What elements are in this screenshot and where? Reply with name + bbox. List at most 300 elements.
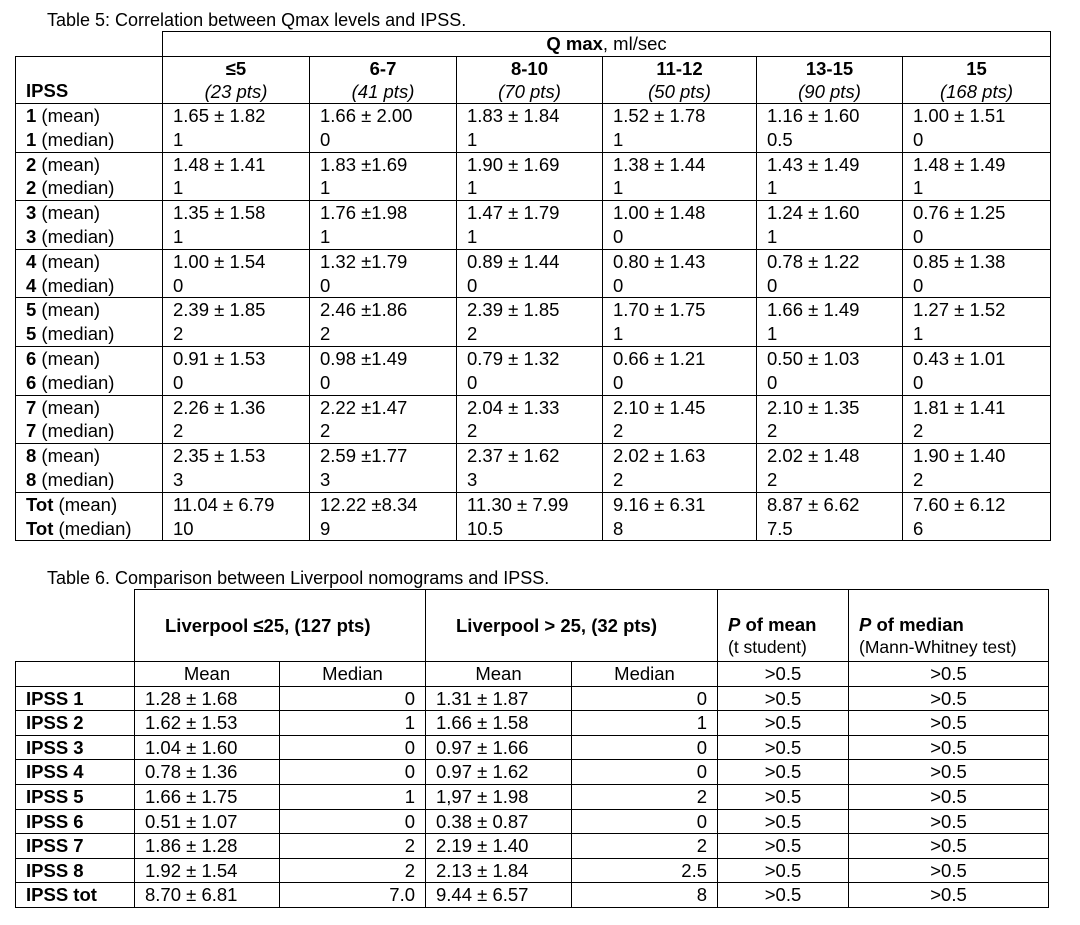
- table5-cell: [903, 152, 1051, 201]
- row-median-label: [26, 225, 162, 249]
- cell-median: 0: [320, 128, 331, 150]
- pmean-italic: P: [728, 614, 741, 635]
- table5-row-label: [16, 444, 163, 493]
- cell-mean: 11.30 ± 7.99: [467, 493, 569, 515]
- table6-median-2: 0: [572, 809, 718, 834]
- table5-cell: [903, 346, 1051, 395]
- table6-pmedian: >0.5: [849, 686, 1049, 711]
- cell-median: 2: [613, 420, 624, 442]
- table5-cell: [903, 201, 1051, 250]
- row-median-label: [26, 176, 162, 200]
- table6-row-label: IPSS 5: [16, 784, 135, 809]
- table5-cell: [903, 249, 1051, 298]
- cell-mean: 1.00 ± 1.51: [913, 105, 1006, 126]
- table6-row-label: IPSS 4: [16, 760, 135, 785]
- table6-median-1: 0: [280, 760, 426, 785]
- cell-mean: 1.16 ± 1.60: [767, 105, 860, 126]
- column-label: 11-12: [656, 58, 703, 79]
- table5-cell: [757, 152, 903, 201]
- cell-median: 2: [467, 323, 478, 345]
- table6-mean-1: 0.51 ± 1.07: [135, 809, 280, 834]
- cell-median: 2: [767, 468, 778, 490]
- table6-row-label: IPSS 3: [16, 735, 135, 760]
- row-mean-label: [26, 298, 162, 322]
- table5-cell: [310, 104, 457, 153]
- table6-pmean: >0.5: [718, 735, 849, 760]
- cell-median: 10.5: [467, 517, 504, 539]
- row-median-label: [26, 128, 162, 152]
- column-label: 8-10: [510, 58, 549, 79]
- row-mean-label: [26, 444, 162, 468]
- cell-median: 6: [913, 517, 924, 539]
- table6-median-1: 1: [280, 784, 426, 809]
- table5-cell: [603, 298, 757, 347]
- row-id: 8: [26, 445, 37, 467]
- table5-cell: [757, 104, 903, 153]
- table6-mean-2: 1,97 ± 1.98: [426, 784, 572, 809]
- cell-mean: 1.66 ± 1.49: [767, 299, 860, 321]
- table6-mean-2: 2.19 ± 1.40: [426, 834, 572, 859]
- table6-median-2: 2.5: [572, 858, 718, 883]
- row-median-suffix: (median): [53, 517, 132, 539]
- cell-median: 0: [173, 274, 184, 296]
- row-mean-label: [26, 493, 162, 517]
- table5-cell: [310, 395, 457, 444]
- row-median-suffix: (median): [36, 177, 115, 199]
- row-mean-label: [26, 396, 162, 420]
- cell-mean: 1.83 ± 1.84: [467, 105, 560, 126]
- cell-mean: 1.38 ± 1.44: [613, 153, 706, 175]
- cell-median: 2: [320, 323, 331, 345]
- row-median-suffix: (median): [36, 420, 115, 442]
- pmedian-italic: P: [859, 614, 872, 635]
- cell-mean: 0.50 ± 1.03: [767, 347, 860, 369]
- table5-cell: [457, 444, 603, 493]
- cell-median: 2: [320, 420, 331, 442]
- table6-median-1: 7.0: [280, 883, 426, 908]
- table6-sub-mean-2: Mean: [426, 662, 572, 687]
- row-mean-suffix: (mean): [36, 202, 101, 224]
- table5-cell: [457, 298, 603, 347]
- cell-mean: 0.66 ± 1.21: [613, 347, 706, 369]
- table5-row-label: [16, 249, 163, 298]
- cell-mean: 2.22 ±1.47: [320, 396, 408, 418]
- table5-cell: [757, 249, 903, 298]
- table6-row-label: IPSS tot: [16, 883, 135, 908]
- table5-column-header: [603, 57, 757, 104]
- cell-median: 1: [467, 128, 478, 150]
- table6-mean-1: 1.92 ± 1.54: [135, 858, 280, 883]
- table6-mean-2: 0.97 ± 1.62: [426, 760, 572, 785]
- cell-mean: 1.27 ± 1.52: [913, 299, 1006, 321]
- row-mean-suffix: (mean): [36, 445, 101, 467]
- cell-mean: 1.35 ± 1.58: [173, 202, 266, 224]
- table5-cell: [310, 249, 457, 298]
- table6: [15, 589, 1049, 908]
- table6-mean-1: 1.86 ± 1.28: [135, 834, 280, 859]
- row-mean-suffix: (mean): [36, 299, 101, 321]
- cell-mean: 1.00 ± 1.48: [613, 202, 706, 224]
- table6-mean-1: 1.28 ± 1.68: [135, 686, 280, 711]
- cell-mean: 1.76 ±1.98: [320, 202, 408, 224]
- table5-cell: [603, 444, 757, 493]
- table6-median-1: 2: [280, 834, 426, 859]
- table6-median-2: 0: [572, 735, 718, 760]
- cell-mean: 1.52 ± 1.78: [613, 105, 706, 126]
- table6-mean-2: 0.38 ± 0.87: [426, 809, 572, 834]
- column-label: 6-7: [369, 58, 397, 79]
- row-id: 5: [26, 323, 37, 345]
- column-count: (23 pts): [204, 81, 268, 102]
- column-count: (41 pts): [351, 81, 415, 102]
- cell-median: 1: [913, 323, 924, 345]
- table5: [15, 31, 1051, 541]
- row-mean-suffix: (mean): [53, 493, 118, 515]
- cell-mean: 1.47 ± 1.79: [467, 202, 560, 224]
- table5-cell: [757, 492, 903, 541]
- table5-group-header: [163, 32, 1051, 57]
- row-id: 4: [26, 250, 37, 272]
- table6-median-1: 2: [280, 858, 426, 883]
- cell-mean: 0.85 ± 1.38: [913, 250, 1006, 272]
- cell-mean: 1.00 ± 1.54: [173, 250, 266, 272]
- cell-mean: 0.43 ± 1.01: [913, 347, 1006, 369]
- cell-median: 0.5: [767, 128, 793, 150]
- cell-mean: 2.39 ± 1.85: [467, 299, 560, 321]
- table6-subheader-blank: [16, 662, 135, 687]
- row-id: 2: [26, 177, 37, 199]
- column-count: (50 pts): [648, 81, 711, 102]
- table5-cell: [603, 152, 757, 201]
- cell-mean: 1.70 ± 1.75: [613, 299, 706, 321]
- table5-row-label: [16, 104, 163, 153]
- table6-row: [16, 686, 1049, 711]
- cell-median: 1: [613, 323, 624, 345]
- cell-mean: 1.65 ± 1.82: [173, 105, 266, 126]
- cell-median: 9: [320, 517, 331, 539]
- table5-cell: [603, 201, 757, 250]
- table6-row-label: IPSS 1: [16, 686, 135, 711]
- cell-median: 1: [173, 225, 184, 247]
- table5-cell: [457, 249, 603, 298]
- table6-mean-1: 8.70 ± 6.81: [135, 883, 280, 908]
- table6-pmean-header: [718, 590, 849, 662]
- table5-cell: [757, 444, 903, 493]
- table5-cell: [903, 395, 1051, 444]
- cell-median: 10: [173, 517, 194, 539]
- table5-cell: [310, 492, 457, 541]
- table5-caption: Table 5: Correlation between Qmax levels and IPSS.: [47, 10, 467, 30]
- column-count: (90 pts): [798, 81, 861, 102]
- pmedian-rest: of median: [871, 614, 964, 635]
- row-id: 4: [26, 274, 37, 296]
- row-mean-suffix: (mean): [36, 105, 101, 126]
- cell-mean: 1.43 ± 1.49: [767, 153, 860, 175]
- table5-cell: [457, 395, 603, 444]
- cell-median: 1: [173, 128, 184, 150]
- table5-cell: [163, 492, 310, 541]
- table6-mean-2: 0.97 ± 1.66: [426, 735, 572, 760]
- table6-pmedian: >0.5: [849, 883, 1049, 908]
- table5-row: [16, 104, 1051, 153]
- table5-cell: [603, 346, 757, 395]
- cell-mean: 9.16 ± 6.31: [613, 493, 706, 515]
- cell-median: 3: [320, 468, 331, 490]
- table5-column-header: [163, 57, 310, 104]
- table5-row: [16, 249, 1051, 298]
- column-count: (168 pts): [939, 81, 1013, 102]
- table5-cell: [163, 249, 310, 298]
- table5-row: [16, 444, 1051, 493]
- cell-mean: 2.46 ±1.86: [320, 299, 408, 321]
- table5-row-header: IPSS: [16, 57, 163, 104]
- table6-median-1: 0: [280, 809, 426, 834]
- table5-cell: [310, 298, 457, 347]
- table6-mean-1: 1.62 ± 1.53: [135, 711, 280, 736]
- cell-median: 0: [913, 225, 924, 247]
- table6-mean-2: 9.44 ± 6.57: [426, 883, 572, 908]
- table5-cell: [603, 249, 757, 298]
- table5-row: [16, 152, 1051, 201]
- row-id: 6: [26, 347, 37, 369]
- table6-row: [16, 809, 1049, 834]
- cell-median: 2: [767, 420, 778, 442]
- row-median-suffix: (median): [36, 371, 115, 393]
- row-id: Tot: [26, 493, 54, 515]
- row-mean-suffix: (mean): [36, 347, 101, 369]
- row-id: 3: [26, 225, 37, 247]
- cell-median: 1: [767, 323, 778, 345]
- row-mean-label: [26, 201, 162, 225]
- cell-mean: 12.22 ±8.34: [320, 493, 418, 515]
- cell-mean: 2.10 ± 1.35: [767, 396, 860, 418]
- table6-row-label: IPSS 6: [16, 809, 135, 834]
- row-median-suffix: (median): [36, 323, 115, 345]
- table5-row: [16, 298, 1051, 347]
- table6-median-1: 0: [280, 686, 426, 711]
- table5-cell: [163, 152, 310, 201]
- cell-median: 7.5: [767, 517, 793, 539]
- table5-cell: [903, 298, 1051, 347]
- cell-median: 1: [320, 225, 331, 247]
- row-id: 1: [26, 105, 37, 126]
- table6-pmean: >0.5: [718, 834, 849, 859]
- cell-median: 2: [613, 468, 624, 490]
- table5-cell: [310, 444, 457, 493]
- table5-cell: [757, 346, 903, 395]
- pmean-sub: (t student): [728, 637, 807, 657]
- table5-cell: [903, 492, 1051, 541]
- cell-mean: 1.90 ± 1.69: [467, 153, 560, 175]
- table5-cell: [603, 104, 757, 153]
- column-label: ≤5: [225, 58, 247, 79]
- cell-mean: 2.26 ± 1.36: [173, 396, 266, 418]
- table6-median-1: 0: [280, 735, 426, 760]
- table6-group1-header: Liverpool ≤25, (127 pts): [135, 590, 426, 662]
- table5-cell: [757, 298, 903, 347]
- table6-mean-2: 1.66 ± 1.58: [426, 711, 572, 736]
- row-id: 3: [26, 202, 37, 224]
- table5-row: [16, 492, 1051, 541]
- cell-median: 2: [913, 420, 924, 442]
- table5-column-header: [903, 57, 1051, 104]
- cell-mean: 2.02 ± 1.48: [767, 445, 860, 467]
- table6-pmean: >0.5: [718, 883, 849, 908]
- row-id: 5: [26, 299, 37, 321]
- table5-row-label: [16, 395, 163, 444]
- table5-row-label: [16, 492, 163, 541]
- table5-corner: [16, 32, 163, 57]
- row-median-suffix: (median): [36, 274, 115, 296]
- cell-mean: 1.32 ±1.79: [320, 250, 408, 272]
- table6-row: [16, 760, 1049, 785]
- row-mean-label: [26, 104, 162, 128]
- table5-cell: [163, 201, 310, 250]
- table5-column-header: [757, 57, 903, 104]
- table6-sub-median-1: Median: [280, 662, 426, 687]
- row-mean-suffix: (mean): [36, 250, 101, 272]
- table6-sub-pmean: >0.5: [718, 662, 849, 687]
- cell-mean: 8.87 ± 6.62: [767, 493, 860, 515]
- table6-pmedian: >0.5: [849, 784, 1049, 809]
- table5-column-header: [310, 57, 457, 104]
- cell-median: 0: [913, 128, 924, 150]
- table5-cell: [310, 152, 457, 201]
- pmedian-sub: (Mann-Whitney test): [859, 637, 1017, 657]
- cell-median: 0: [467, 371, 478, 393]
- cell-median: 8: [613, 517, 624, 539]
- cell-median: 2: [913, 468, 924, 490]
- table6-row: [16, 834, 1049, 859]
- table6-corner: [16, 590, 135, 662]
- row-mean-suffix: (mean): [36, 396, 101, 418]
- table6-sub-pmedian: >0.5: [849, 662, 1049, 687]
- table5-row-label: [16, 152, 163, 201]
- cell-median: 3: [173, 468, 184, 490]
- table5-row: [16, 201, 1051, 250]
- cell-mean: 11.04 ± 6.79: [173, 493, 275, 515]
- cell-median: 2: [173, 420, 184, 442]
- table5-cell: [310, 201, 457, 250]
- table6-pmedian-header: [849, 590, 1049, 662]
- row-median-label: [26, 322, 162, 346]
- row-id: Tot: [26, 517, 54, 539]
- table6-pmean: >0.5: [718, 858, 849, 883]
- table5-cell: [603, 395, 757, 444]
- row-id: 6: [26, 371, 37, 393]
- row-median-suffix: (median): [36, 225, 115, 247]
- table6-pmean: >0.5: [718, 760, 849, 785]
- table5-row-label: [16, 201, 163, 250]
- cell-median: 0: [173, 371, 184, 393]
- table5-cell: [603, 492, 757, 541]
- table5-cell: [163, 104, 310, 153]
- table6-row-label: IPSS 2: [16, 711, 135, 736]
- cell-median: 0: [913, 371, 924, 393]
- pmean-rest: of mean: [740, 614, 817, 635]
- group-header-bold: Q max: [546, 33, 603, 54]
- table6-pmean: >0.5: [718, 809, 849, 834]
- table6-median-2: 2: [572, 784, 718, 809]
- table6-row: [16, 784, 1049, 809]
- table6-median-2: 8: [572, 883, 718, 908]
- table6-median-1: 1: [280, 711, 426, 736]
- table6-pmedian: >0.5: [849, 858, 1049, 883]
- table5-cell: [163, 395, 310, 444]
- cell-mean: 2.35 ± 1.53: [173, 445, 266, 467]
- table5-cell: [163, 444, 310, 493]
- table5-cell: [163, 346, 310, 395]
- cell-mean: 1.48 ± 1.49: [913, 153, 1006, 175]
- row-median-suffix: (median): [36, 128, 115, 150]
- cell-mean: 1.81 ± 1.41: [913, 396, 1006, 418]
- table5-cell: [163, 298, 310, 347]
- column-label: 15: [966, 58, 987, 79]
- table6-row: [16, 735, 1049, 760]
- column-label: 13-15: [805, 58, 854, 79]
- table6-row: [16, 711, 1049, 736]
- table6-pmean: >0.5: [718, 711, 849, 736]
- cell-mean: 0.91 ± 1.53: [173, 347, 266, 369]
- row-id: 2: [26, 153, 37, 175]
- table6-sub-mean-1: Mean: [135, 662, 280, 687]
- cell-median: 1: [913, 177, 924, 199]
- table6-mean-1: 1.04 ± 1.60: [135, 735, 280, 760]
- table6-mean-2: 2.13 ± 1.84: [426, 858, 572, 883]
- cell-median: 1: [320, 177, 331, 199]
- cell-median: 1: [467, 225, 478, 247]
- cell-mean: 1.83 ±1.69: [320, 153, 408, 175]
- cell-mean: 1.24 ± 1.60: [767, 202, 860, 224]
- row-mean-label: [26, 250, 162, 274]
- table6-pmean: >0.5: [718, 686, 849, 711]
- table5-cell: [457, 346, 603, 395]
- cell-median: 1: [173, 177, 184, 199]
- table5-cell: [457, 492, 603, 541]
- cell-median: 2: [173, 323, 184, 345]
- table6-mean-1: 1.66 ± 1.75: [135, 784, 280, 809]
- cell-mean: 0.89 ± 1.44: [467, 250, 560, 272]
- cell-mean: 2.10 ± 1.45: [613, 396, 706, 418]
- cell-mean: 2.39 ± 1.85: [173, 299, 266, 321]
- table5-column-header: [457, 57, 603, 104]
- table6-pmedian: >0.5: [849, 809, 1049, 834]
- cell-median: 0: [467, 274, 478, 296]
- row-mean-suffix: (mean): [36, 153, 101, 175]
- row-median-label: [26, 274, 162, 298]
- table6-pmean: >0.5: [718, 784, 849, 809]
- cell-median: 0: [320, 274, 331, 296]
- table6-pmedian: >0.5: [849, 834, 1049, 859]
- cell-median: 0: [613, 274, 624, 296]
- table5-cell: [757, 201, 903, 250]
- table6-row: [16, 883, 1049, 908]
- table6-pmedian: >0.5: [849, 735, 1049, 760]
- cell-median: 0: [767, 371, 778, 393]
- table5-cell: [457, 152, 603, 201]
- row-median-suffix: (median): [36, 468, 115, 490]
- table5-row: [16, 395, 1051, 444]
- row-id: 8: [26, 468, 37, 490]
- cell-median: 1: [613, 177, 624, 199]
- table6-row-label: IPSS 8: [16, 858, 135, 883]
- table6-median-2: 1: [572, 711, 718, 736]
- cell-median: 0: [613, 225, 624, 247]
- group-header-rest: , ml/sec: [602, 33, 667, 54]
- row-median-label: [26, 517, 162, 541]
- cell-mean: 2.02 ± 1.63: [613, 445, 706, 467]
- table5-row-label: [16, 346, 163, 395]
